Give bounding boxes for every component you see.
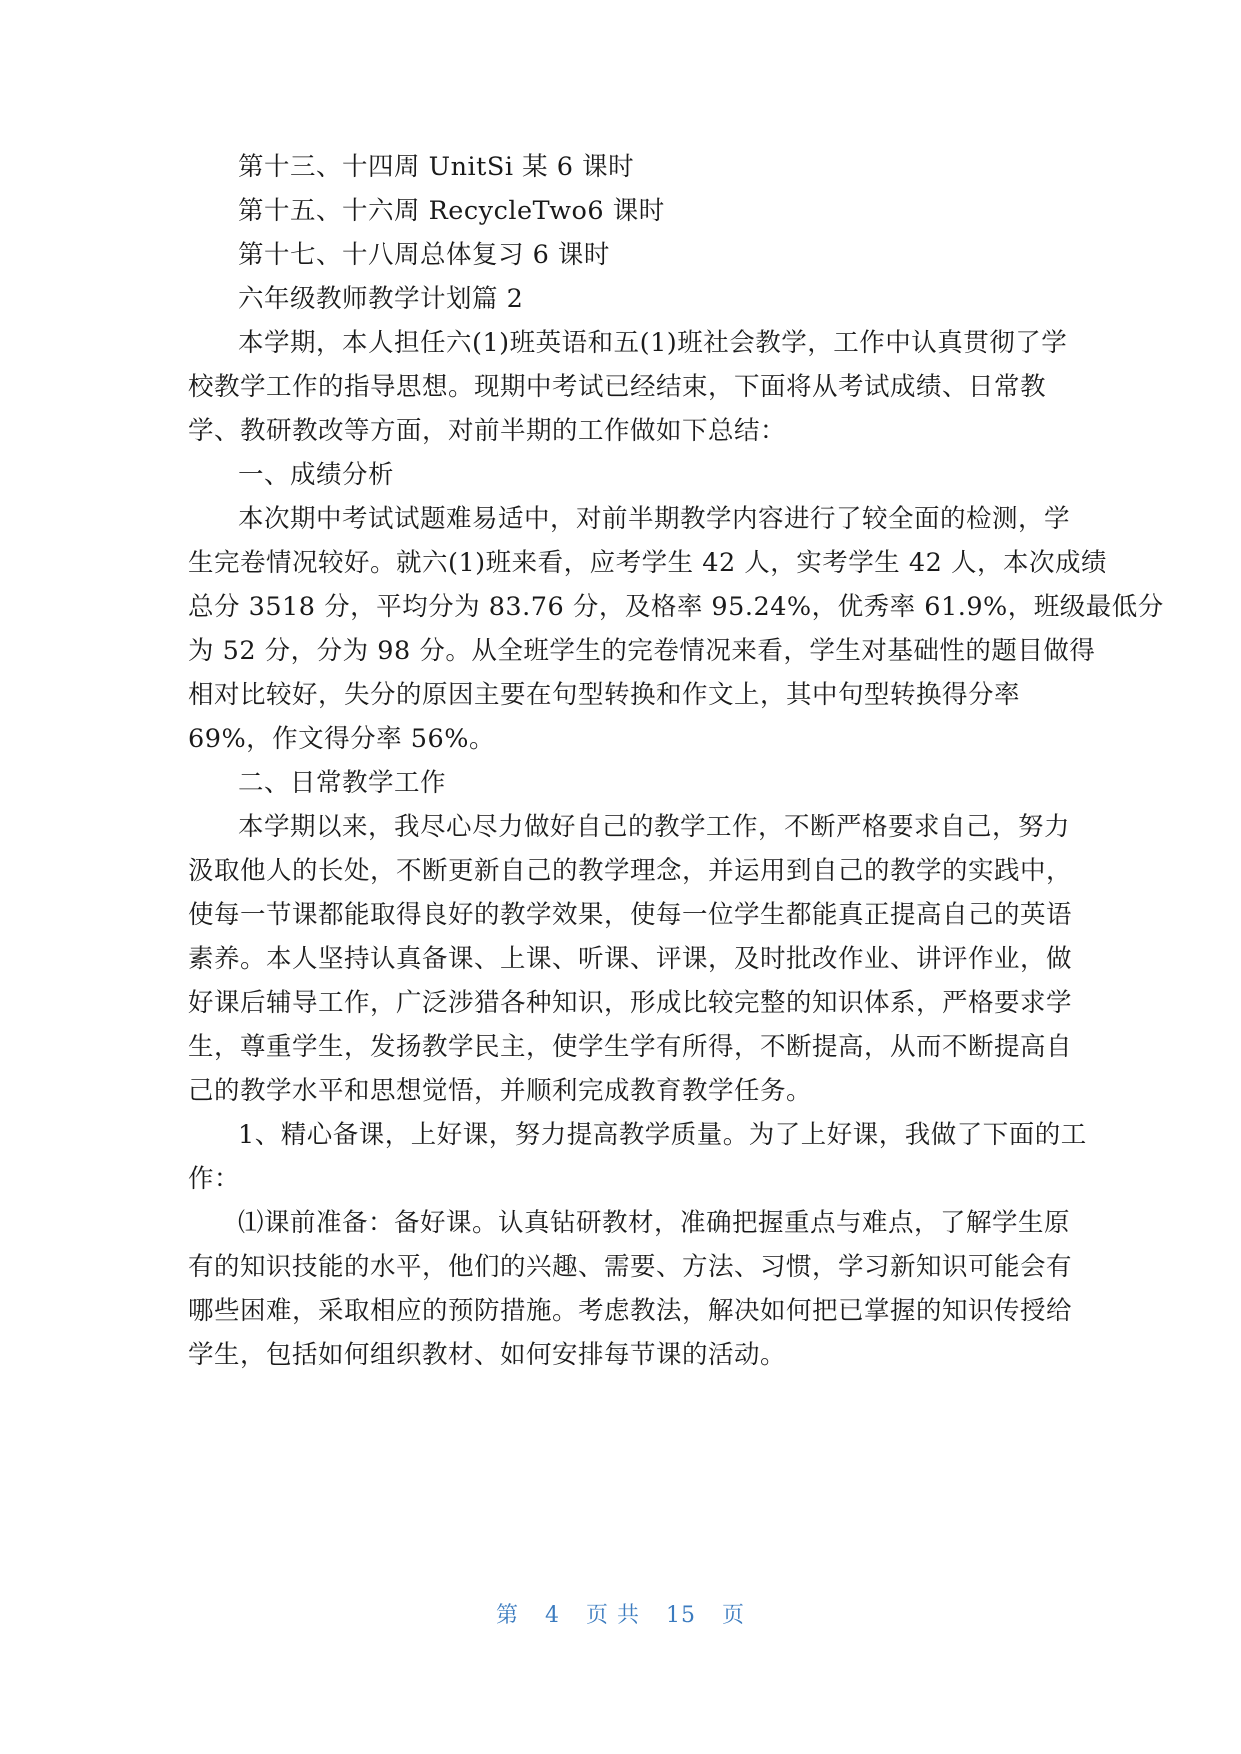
footer-label-of: 页 共 (586, 1603, 640, 1628)
paragraph-line: 素养。本人坚持认真备课、上课、听课、评课，及时批改作业、讲评作业，做 (188, 944, 1073, 974)
current-page-number: 4 (545, 1603, 560, 1628)
section-heading: 二、日常教学工作 (238, 768, 447, 798)
paragraph-line: 本次期中考试试题难易适中，对前半期教学内容进行了较全面的检测，学 (238, 504, 1071, 534)
paragraph-line: 校教学工作的指导思想。现期中考试已经结束，下面将从考试成绩、日常教 (188, 372, 1047, 402)
paragraph-line: 本学期以来，我尽心尽力做好自己的教学工作，不断严格要求自己，努力 (238, 812, 1071, 842)
paragraph-line: 使每一节课都能取得良好的教学效果，使每一位学生都能真正提高自己的英语 (188, 900, 1073, 930)
paragraph-line: 第十三、十四周 UnitSi 某 6 课时 (238, 152, 635, 182)
paragraph-line: 第十七、十八周总体复习 6 课时 (238, 240, 610, 270)
paragraph-line: 为 52 分，分为 98 分。从全班学生的完卷情况来看，学生对基础性的题目做得 (188, 636, 1096, 666)
paragraph-line: 学生，包括如何组织教材、如何安排每节课的活动。 (188, 1340, 787, 1370)
paragraph-line: 哪些困难，采取相应的预防措施。考虑教法，解决如何把已掌握的知识传授给 (188, 1296, 1073, 1326)
paragraph-line: 生，尊重学生，发扬教学民主，使学生学有所得，不断提高，从而不断提高自 (188, 1032, 1073, 1062)
paragraph-line: 学、教研教改等方面，对前半期的工作做如下总结： (188, 416, 787, 446)
paragraph-line: 汲取他人的长处，不断更新自己的教学理念，并运用到自己的教学的实践中， (188, 856, 1073, 886)
paragraph-line: 好课后辅导工作，广泛涉猎各种知识，形成比较完整的知识体系，严格要求学 (188, 988, 1073, 1018)
paragraph-line: ⑴课前准备：备好课。认真钻研教材，准确把握重点与难点，了解学生原 (238, 1208, 1071, 1238)
section-heading: 六年级教师教学计划篇 2 (238, 284, 524, 314)
paragraph-line: 作： (188, 1164, 241, 1194)
total-pages-number: 15 (666, 1603, 696, 1628)
paragraph-line: 有的知识技能的水平，他们的兴趣、需要、方法、习惯，学习新知识可能会有 (188, 1252, 1073, 1282)
paragraph-line: 相对比较好，失分的原因主要在句型转换和作文上，其中句型转换得分率 (188, 680, 1021, 710)
paragraph-line: 第十五、十六周 RecycleTwo6 课时 (238, 196, 665, 226)
footer-label-page: 第 (495, 1603, 519, 1628)
paragraph-line: 己的教学水平和思想觉悟，并顺利完成教育教学任务。 (188, 1076, 813, 1106)
paragraph-line: 1、精心备课，上好课，努力提高教学质量。为了上好课，我做了下面的工 (238, 1120, 1087, 1150)
footer-label-end: 页 (722, 1603, 746, 1628)
paragraph-line: 生完卷情况较好。就六(1)班来看，应考学生 42 人，实考学生 42 人，本次成绩 (188, 548, 1107, 578)
paragraph-line: 本学期，本人担任六(1)班英语和五(1)班社会教学，工作中认真贯彻了学 (238, 328, 1068, 358)
paragraph-line: 69%，作文得分率 56%。 (188, 724, 495, 754)
paragraph-line: 总分 3518 分，平均分为 83.76 分，及格率 95.24%，优秀率 61.9%，班级最低分 (188, 592, 1164, 622)
page-footer (0, 1598, 1241, 1629)
section-heading: 一、成绩分析 (238, 460, 395, 490)
